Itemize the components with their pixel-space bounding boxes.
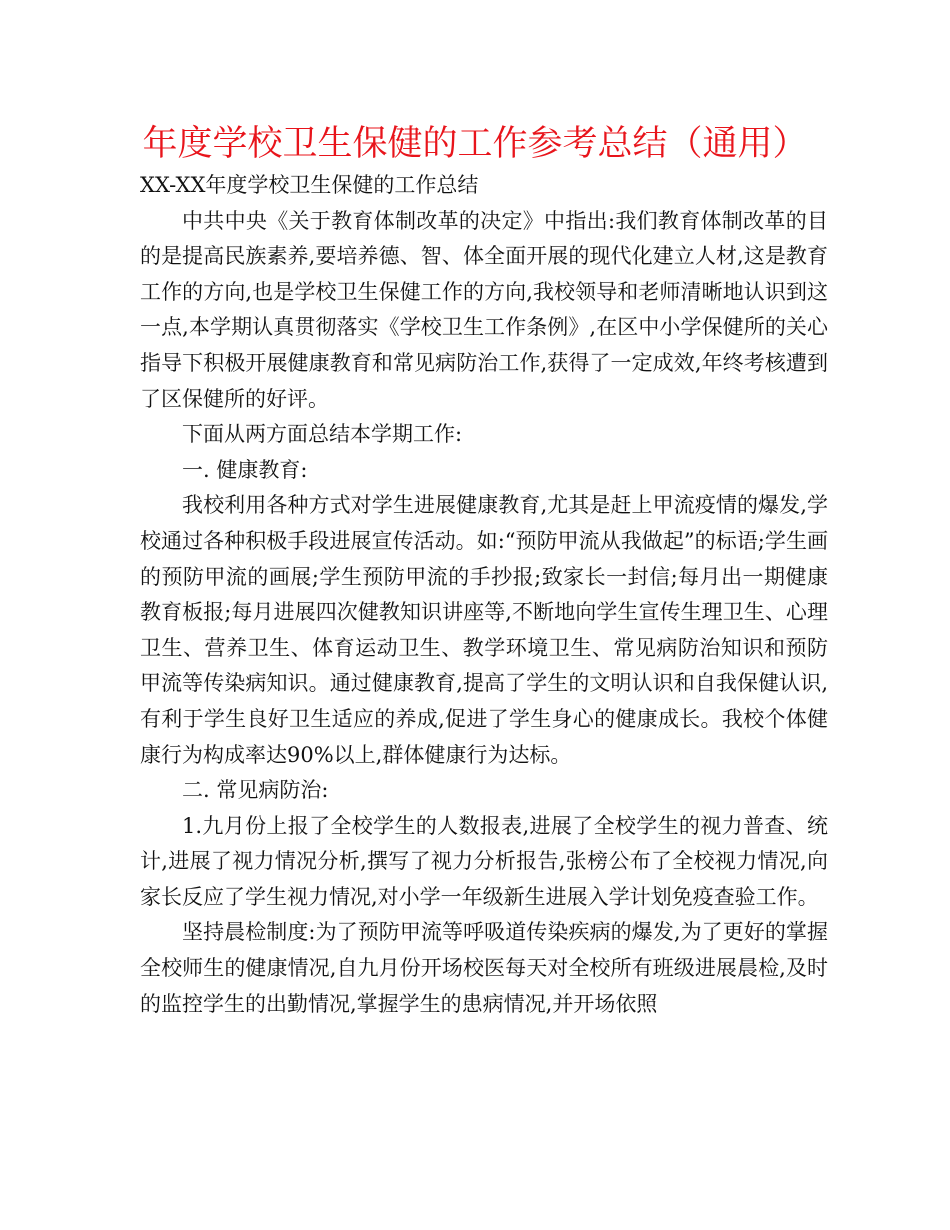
document-subtitle: XX-XX年度学校卫生保健的工作总结 (140, 173, 479, 197)
document-body (140, 168, 828, 1022)
section-heading-disease-prevention: 二. 常见病防治: (182, 778, 329, 803)
paragraph-summary-lead: 下面从两方面总结本学期工作: (182, 422, 463, 447)
paragraph-vision-survey: 1.九月份上报了全校学生的人数报表,进展了全校学生的视力普查、统计,进展了视力情况分析,撰写了视力分析报告,张榜公布了全校视力情况,向家长反应了学生视力情况,对小学一年级新生进展入学计划免疫查验工作。 (140, 813, 828, 909)
paragraph-intro: 中共中央《关于教育体制改革的决定》中指出:我们教育体制改革的目的是提高民族素养,要培养德、智、体全面开展的现代化建立人材,这是教育工作的方向,也是学校卫生保健工作的方向,我校领导和老师清晰地认识到这一点,本学期认真贯彻落实《学校卫生工作条例》,在区中小学保健所的关心指导下积极开展健康教育和常见病防治工作,获得了一定成效,年终考核遭到了区保健所的好评。 (140, 208, 828, 411)
paragraph-morning-check: 坚持晨检制度:为了预防甲流等呼吸道传染疾病的爆发,为了更好的掌握全校师生的健康情况,自九月份开场校医每天对全校所有班级进展晨检,及时的监控学生的出勤情况,掌握学生的患病情况,并开场依照 (140, 920, 828, 1016)
section-heading-health-education: 一. 健康教育: (182, 457, 308, 482)
document-title: 年度学校卫生保健的工作参考总结（通用） (142, 124, 808, 164)
paragraph-health-education: 我校利用各种方式对学生进展健康教育,尤其是赶上甲流疫情的爆发,学校通过各种积极手段进展宣传活动。如:“预防甲流从我做起”的标语;学生画的预防甲流的画展;学生预防甲流的手抄报;致家长一封信;每月出一期健康教育板报;每月进展四次健教知识讲座等,不断地向学生宣传生理卫生、心理卫生、营养卫生、体育运动卫生、教学环境卫生、常见病防治知识和预防甲流等传染病知识。通过健康教育,提高了学生的文明认识和自我保健认识,有利于学生良好卫生适应的养成,促进了学生身心的健康成长。我校个体健康行为构成率达90%以上,群体健康行为达标。 (140, 493, 828, 767)
